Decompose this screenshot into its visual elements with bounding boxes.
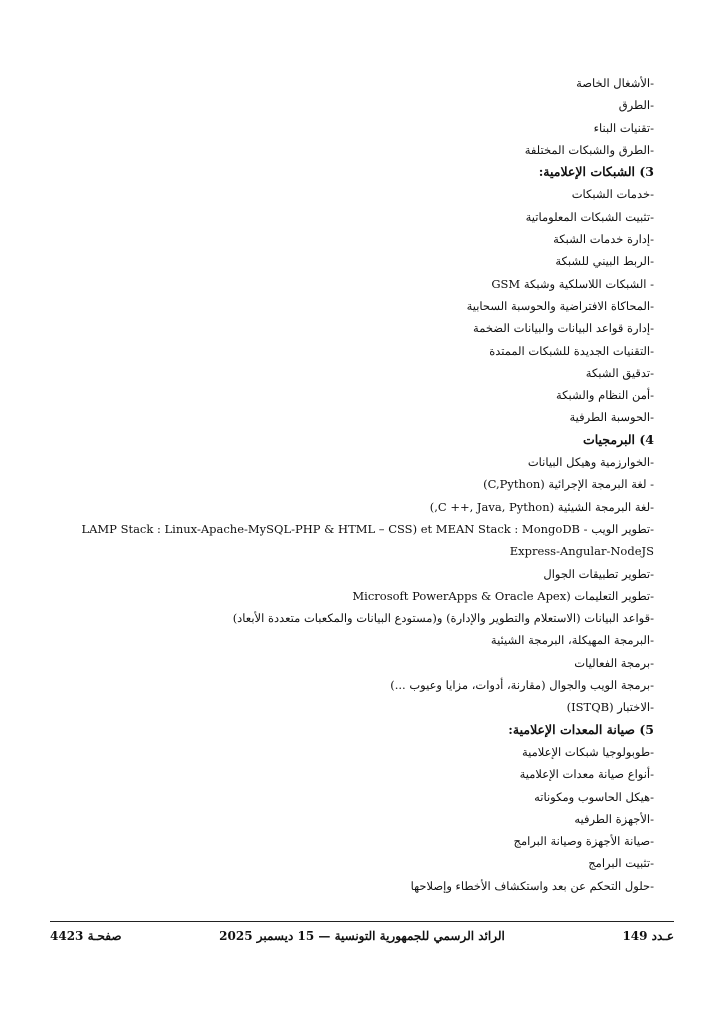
list-item: -برمجة الفعاليات xyxy=(574,655,654,670)
list-item: -الأشغال الخاصة xyxy=(576,76,654,90)
page-footer xyxy=(50,929,674,947)
list-item: -الخوارزمية وهيكل البيانات xyxy=(527,455,654,470)
document-body xyxy=(40,72,654,897)
list-item: -أمن النظام والشبكة xyxy=(555,388,654,403)
list-item: -قواعد البيانات (الاستعلام والتطوير والإدارة) و(مستودع البيانات والمكعبات متعددة الأبعاد) xyxy=(232,611,654,626)
list-item: -الربط البيني للشبكة xyxy=(555,254,654,269)
list-item: -لغة البرمجة الشيئية (C ++, Java, Python,) xyxy=(429,499,654,514)
list-item: -طوبولوجيا شبكات الإعلامية xyxy=(521,744,654,759)
list-item: -هيكل الحاسوب ومكوناته xyxy=(534,789,654,804)
list-item: -الأجهزة الطرفيه xyxy=(574,811,654,826)
footer-divider xyxy=(50,921,674,922)
list-item: -خدمات الشبكات xyxy=(571,187,654,202)
list-item: -تثبيت الشبكات المعلوماتية xyxy=(525,209,654,224)
list-item: -المحاكاة الافتراضية والحوسبة السحابية xyxy=(466,298,654,313)
list-item: - الشبكات اللاسلكية وشبكة GSM xyxy=(491,276,654,291)
section-heading: 4) البرمجيات xyxy=(582,431,654,447)
journal-title-date: الرائد الرسمي للجمهورية التونسية — 15 ديسمبر 2025 xyxy=(219,929,505,943)
list-item: -تدقيق الشبكة xyxy=(585,365,654,380)
list-item: -حلول التحكم عن بعد واستكشاف الأخطاء وإصلاحها xyxy=(410,878,654,893)
list-item: -الحوسبة الطرفية xyxy=(569,410,654,425)
list-item: -التقنيات الجديدة للشبكات الممتدة xyxy=(489,343,654,358)
list-item: -تقنيات البناء xyxy=(593,120,654,135)
list-item: -البرمجة المهيكلة، البرمجة الشيئية xyxy=(490,633,654,648)
list-item: -برمجة الويب والجوال (مقارنة، أدوات، مزايا وعيوب ...) xyxy=(390,678,654,693)
list-item: -تثبيت البرامج xyxy=(588,856,654,871)
section-heading: 5) صيانة المعدات الإعلامية: xyxy=(508,721,654,737)
list-item: -صيانة الأجهزة وصيانة البرامج xyxy=(513,834,654,849)
issue-number: عـدد 149 xyxy=(622,929,674,943)
list-item: -الطرق xyxy=(618,98,654,113)
list-item: -الطرق والشبكات المختلفة xyxy=(524,142,654,157)
list-item: -الاختبار (ISTQB) xyxy=(566,700,654,715)
list-item: -أنواع صيانة معدات الإعلامية xyxy=(519,767,654,782)
list-item: -تطوير الويب LAMP Stack : Linux-Apache-MySQL-PHP & HTML – CSS) et MEAN Stack : MongoDB -Express-Angular-NodeJS xyxy=(81,521,654,559)
page-number: صفحـة 4423 xyxy=(50,929,122,943)
list-item: - لغة البرمجة الإجرائية (C,Python) xyxy=(483,477,654,492)
section-heading: 3) الشبكات الإعلامية: xyxy=(538,164,654,180)
list-item: -إدارة قواعد البيانات والبيانات الضخمة xyxy=(473,321,654,336)
list-item: -تطوير تطبيقات الجوال xyxy=(543,566,654,581)
list-item: -إدارة خدمات الشبكة xyxy=(553,232,654,247)
list-item: -تطوير التعليمات (Microsoft PowerApps & Oracle Apex xyxy=(352,588,654,603)
